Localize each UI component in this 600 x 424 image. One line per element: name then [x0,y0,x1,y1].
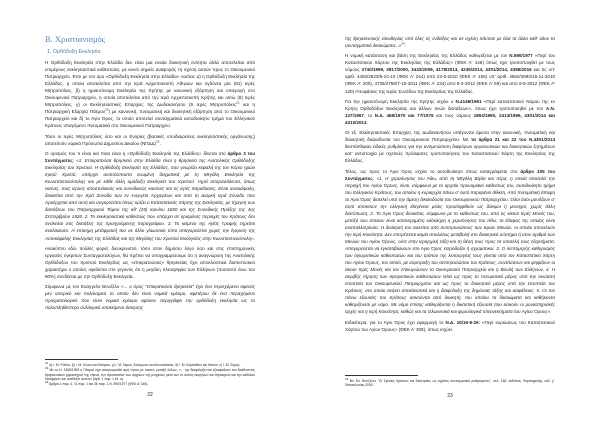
page-column [345,0,555,400]
text-run: Τέλος, ως προς το Άγιο Όρος ισχύει το αυτοδιοίκητο όπως καταγράφεται στο [345,168,521,174]
footnote-text: α) Ι. Μ. Ρόδου, β) Ι. Μ. Κώου και Νισύρου, γ) Ι. Μ. Λέρου, Καλύμνου και Αστυπαλαίας, δ) Ι. Μ. Καρπάθου και Κάσου, ε) Ι. Μ. Σύμης. [49,363,241,367]
text-run: Τόσο οι Ιερές Μητροπόλεις όσο και οι Ενορίες (βασικές υποδιαιρέσεις εκκλησιαστικής οργάνωσης) αποτελούν νομικά Πρόσωπα Δημοσίου Δικαίου (ΝΠΔΔ) [45,133,255,146]
text-run: Η Ορθόδοξη Εκκλησία στην Ελλάδα δεν είναι μια ενιαία διοικητική ενότητα αλλά αποτελείται από επιμέρους εκκλησιαστικά καθεστώτα, με κοινό σημείο αναφοράς τη σχέση αυτών προς το Οικουμενικό Πατριαρχείο. Έτσι με τον όρο «Ορθόδοξη Εκκλησία στην Ελλάδα» νοείται: α) η Ορθόδοξη Εκκλησία της Ελλάδος, η οποία αποτελείται από την Ιερά Αρχιεπισκοπή Αθηνών και ογδόντα μία (81) Ιερές Μητροπόλεις, β) η ημιαυτόνομη Εκκλησία της Κρήτης με κανονική εξάρτηση και υπαγωγή στο Οικουμενικό Πατριαρχείο, η οποία αποτελείται από την Ιερά Αρχιεπισκοπή Κρήτης και οκτώ (8) Ιερές Μητροπόλεις, γ) οι Εκκλησιαστικές Επαρχίες της Δωδεκανήσου (5 Ιερές Μητροπόλεις [45,60,255,108]
footnote-ref: 21 [236,100,240,105]
text-run: Η νομική κατάσταση και βάση της Εκκλησίας της Ελλάδος καθορίζεται με τον [345,53,510,59]
quote-text: «1. Η χερσόνησος του Άθω, από τη Μεγάλη Βίγλα και πέρα, η οποία αποτελεί την περιοχή του Αγίου Όρους, είναι, σύμφωνα με το αρχαίο προνομιακό καθεστώς του, αυτοδιοίκητο τμήμα του Ελληνικού Κράτους, του οποίου η κυριαρχία πάνω σ' αυτό παραμένει άθικτη. Από πνευματική άποψη το Άγιο Όρος διατελεί υπό την άμεση δικαιοδοσία του Οικουμενικού Πατριαρχείου. Όλοι όσοι μονάζουν σ' αυτό αποκτούν την ελληνική ιθαγένεια μόλις προσληφθούν ως δόκιμοι ή μοναχοί, χωρίς άλλη διατύπωση. 2. Το Άγιο Όρος διοικείται, σύμφωνα με το καθεστώς του, από τις είκοσι Ιερές Μονές του, μεταξύ των οποίων είναι κατανεμημένη ολόκληρη η χερσόνησος του Άθω, το έδαφος της οποίας είναι αναπαλλοτρίωτο. Η διοίκησή του ασκείται από αντιπροσώπους των Ιερών Μονών, οι οποίοι αποτελούν την Ιερή Κοινότητα. Δεν επιτρέπεται καμία απολύτως μεταβολή στο διοικητικό σύστημα ή στον αριθμό των Μονών του Αγίου Όρους, ούτε στην ιεραρχική τάξη και τη θέση τους προς τα υποτελή τους εξαρτήματα. Απαγορεύεται να εγκαταβιώνουν στο Άγιο Όρος ετερόδοξοι ή σχισματικοί. 3. Ο λεπτομερής καθορισμός των αγιορειτικών καθεστώτων και του τρόπου της λειτουργίας τους γίνεται από τον Καταστατικό Χάρτη του Αγίου Όρους, τον οποίο, με σύμπραξη του αντιπροσώπου του Κράτους, συντάσσουν και ψηφίζουν οι είκοσι Ιερές Μονές και τον επικυρώνουν το Οικουμενικό Πατριαρχείο και η Βουλή των Ελλήνων. 4. Η ακριβής τήρηση των αγιορειτικών καθεστώτων τελεί ως προς το πνευματικό μέρος υπό την ανώτατη εποπτεία του Οικουμενικού Πατριαρχείου και ως προς το διοικητικό μέρος υπό την εποπτεία του Κράτους, στο οποίο ανήκει αποκλειστικά και η διαφύλαξη της δημόσιας τάξης και ασφάλειας. 5. Οι πιο πάνω εξουσίες του Κράτους ασκούνται από διοικητή, του οποίου τα δικαιώματα και καθήκοντα καθορίζονται με νόμο. Με νόμο επίσης καθορίζονται η δικαστική εξουσία που ασκούν οι μοναστηριακές αρχές και η Ιερή Κοινότητα, καθώς και τα τελωνειακά και φορολογικά πλεονεκτήματα του Αγίου Όρους». [345,175,555,315]
footnotes [45,360,255,387]
footnote-text: Με το Ν. 3155/1953 η Πάτμος έχει αναγνωρισθεί ιερή νήσος με σκοπό, μεταξύ άλλων, «... την διαφύλαξιν και εξασφάλισιν του διαθέτοντος θρησκευτικού χαρακτήρος της νήσου, την προστασίαν των αρχαίων της μνημείων μετά των εν αυτοίς κειμηλίων και θησαυρών και την καθόλου διατήρησιν και ανάδειξιν αυτών» (άρθ. 1 παρ. 1 εδ. α). [45,368,255,381]
text-run: «Περί καταστατικού Νόμου της εν Κρήτη Ορθοδόξου Εκκλησίας και άλλων τινών διατάξεων», όπως έχει τροποποιηθεί με τον [345,98,555,111]
text-run: Οι εξ. Εκκλησιαστικές Επαρχίες της Δωδεκανήσου υπάγονται άμεσα στην κανονική, πνευματική και διοικητική δικαιοδοσία του Οικουμενικού Πατριαρχείου. Με [345,130,555,143]
bold-text: Α.Ν. 137/1967 [345,105,555,118]
quote-text: της θρησκευτικής ελευθερίας υπό όλες τις ενδείξεις και σε σχέση πάντοτε με όλα τα άλλα καθ' όλον τα συνταγματικά δικαιώματα...» [345,36,555,49]
footnote [45,368,255,381]
footnote-number: 23 [45,379,49,384]
text-run: Ειδικότερα, για το Άγιο Όρος έχει εφαρμογή το [345,319,446,325]
footnote-area [45,351,255,387]
footnote-text: Άρθρα 1 παρ. 4, 11 παρ. 1 και 36 παρ. 1 Ν. 590/1977 (ΦΕΚ Α' 146). [49,382,149,386]
subsection-heading: 1. Ορθόδοξη Εκκλησία [47,49,101,55]
footnote-number: 22 [45,366,49,370]
bold-text: Ν.Δ. 10/16-9-26 [445,319,479,325]
bold-text: Ν.Δ. 468/1970 και 77/1976 [374,112,434,118]
body-text [345,35,555,336]
footnotes [345,376,555,388]
paragraph [345,319,555,333]
text-run: : [72,157,77,163]
text-run: «Περί του Καταστατικού Χάρτου της Εκκλησίας της Ελλάδος» (ΦΕΚ Α' 146) όπως έχει τροποποιηθεί με τους νόμους [345,53,555,73]
paragraph [345,129,555,164]
page-23 [300,0,600,424]
page-number: 22 [147,392,153,398]
page-column [45,0,255,399]
footnote-text: Βλ. Ευ. Βενιζέλος "Οι Σχέσεις Κράτους και Εκκλησίας ως σχέσεις συνταγματικά ρυθμισμένες", σελ. 148, εκδόσεις Παρατηρητής, εκδ. γ', Θεσσαλονίκη 2000. [345,378,555,387]
paragraph [45,133,255,147]
footnote [45,379,255,387]
bold-text: 1894/1990, 2413/1996, 4301/2014 και 4310/2014 [345,112,555,125]
text-run: : [372,175,377,181]
footnote-number: 24 [345,376,349,381]
paragraph [345,98,555,126]
bold-text: 2740/1999, 2817/2000, 3432/2006, 4178/2013, 4235/2014, 4301/2014, 4386/2016 [361,67,532,73]
footnote [45,360,255,368]
bold-text: Ν.590/1977 [509,53,533,59]
paragraph [45,283,255,311]
footnote-separator [345,375,418,376]
footnote-separator [45,359,118,360]
footnote-area [345,367,555,389]
paragraph [45,150,255,242]
footnote-ref: 24 [401,41,405,46]
text-run: . [366,119,368,125]
section-heading: Β. Χριστιανισμός [45,34,106,44]
page-number: 23 [447,393,453,399]
paragraph [45,245,255,280]
paragraph [345,52,555,94]
bold-text: Ν.4149/1961 [455,98,482,104]
text-run: Ανακύπτει εδώ πολλές φορές διευκρινιστεί, τόσο στον δημόσιο λόγο όσο και στις επιστημονικές εργασίες έγκριτων Συνταγματολόγων, θα πρέπει να υπογραμμίσουμε ότι η αναγνώριση της Ανατολικής Ορθόδοξου του Χριστού Εκκλησίας ως «επικρατούσας» θρησκείας έχει αποκλειστικά διαπιστωτικό χαρακτήρα ο οποίος οφείλεται στο γεγονός ότι η μεγάλη πλειοψηφία των Ελλήνων (ποσοστό άνω του 90%) συνδέεται με την Ορθόδοξη Εκκλησία. [45,245,255,279]
text-run: και τους νόμους [433,112,474,118]
text-run: και τις υπ' αριθ. 4482/2823/8-10-10 (ΦΕΚ Α' 244) από 23-6-2010 (ΦΕΚ Α' 156) υπ' αριθ. 4562/2593/16-11-2010 (ΦΕΚ Α' 200), 4736/2758/7-10-2011 (ΦΕΚ Α' 234) από 8-3-2012 (ΦΕΚ Α' 69) και από 8-5-2012 (ΦΕΚ Α' 120) Αποφάσεις της Ιεράς Συνόδου της Εκκλησίας της Ελλάδος. [345,67,555,94]
bold-text: άρθρο 3 του Συντάγματος [45,150,255,163]
paragraph [345,35,555,49]
footnote-number: 21 [45,360,49,365]
text-run: : «Περί κυρώσεως του Καταστατικού Χάρτου του Αγίου Όρους» (ΦΕΚ Α' 309), όπως ισχύει. [345,319,555,332]
text-run: , το [363,112,375,118]
footnote-ref: 22 [105,107,109,112]
quote-text: «... ο όρος "επικρατούσα θρησκεία" έχει ένα περιεχόμενο αφενός μεν ιστορικό και πολιτισμικό το οποίο δεν είναι νομικά κρίσιμο, αφετέρου δε ένα περιεχόμενο πραγματολογικό που είναι νομικά κρίσιμο εφόσον περιγράφει την ορθόδοξη εκκλησία ως το πολυπληθέστερο συλλογικό υποκείμενο άσκησης [45,284,255,311]
text-run: θεσπίσθηκαν ειδικές ρυθμίσεις για την αντιμετώπιση διαφόρων οργανωτικών και διοικητικών ζητημάτων κατ' αντιστοιχία με σχετικές πρόσφατες τροποποιήσεις του Καταστατικού Χάρτη της Εκκλησίας της Ελλάδος. [345,144,555,164]
text-run: και η Πατριαρχική Εξαρχία Πάτμου [45,102,255,115]
bold-text: άρθρο 105 του Συντάγματος [345,168,555,181]
bold-text: τα άρθρα 21 και 22 του Ν.4301/2014 [471,137,555,143]
paragraph [345,168,555,316]
text-run: . [159,140,161,146]
body-text [45,59,255,315]
quote-text: «1. Επικρατούσα θρησκεία στην Ελλάδα είναι η θρησκεία της Ανατολικής Ορθόδοξης Εκκλησίας του Χριστού. Η Ορθόδοξη Εκκλησία της Ελλάδας, που γνωρίζει κεφαλή της τον Κύριο ημών Ιησού Χριστό, υπάρχει αναπόσπαστα ενωμένη δογματικά με τη Μεγάλη Εκκλησία της Κωνσταντινούπολης και με κάθε άλλη ομόδοξη Εκκλησία του Χριστού· τηρεί απαρασάλευτα, όπως εκείνες, τους ιερούς αποστολικούς και συνοδικούς κανόνες και τις ιερές παραδόσεις. Είναι αυτοκέφαλη, διοικείται από την Ιερά Σύνοδο των εν ενεργεία Αρχιερέων και από τη Διαρκή Ιερά Σύνοδο που προέρχεται από αυτή και συγκροτείται όπως ορίζει ο Καταστατικός Χάρτης της Εκκλησίας, με τήρηση των διατάξεων του Πατριαρχικού Τόμου της κθ' (29) Ιουνίου 1850 και της Συνοδικής Πράξης της 4ης Σεπτεμβρίου 1928. 2. Το εκκλησιαστικό καθεστώς που υπάρχει σε ορισμένες περιοχές του Κράτους δεν αντίκειται στις διατάξεις της προηγούμενης παραγράφου. 3. Το κείμενο της Αγίας Γραφής τηρείται αναλλοίωτο. Η επίσημη μετάφρασή του σε άλλο γλωσσικό τύπο απαγορεύεται χωρίς την έγκριση της Αυτοκέφαλης Εκκλησίας της Ελλάδας και της Μεγάλης του Χριστού Εκκλησίας στην Κωνσταντινούπολη». [45,157,255,241]
text-run: Ο ορισμός του τι είναι και ποια είναι η «Ορθόδοξη Εκκλησία της Ελλάδος» δίνεται στο [45,150,228,156]
paragraph [45,59,255,129]
text-run: Σύμφωνα με τον Ευάγγελο Βενιζέλο [45,284,122,290]
footnote-ref: 23 [156,139,160,144]
text-run: ) με κανονική, πνευματική και διοικητική εξάρτηση από το Οικουμενικό Πατριαρχείο και δ) το Άγιο Όρος, το οποίο αποτελεί συνταγματικά αυτοδιοίκητο τμήμα του Ελληνικού Κράτους υπαγόμενο πνευματικά στο Οικουμενικό Πατριαρχείο. [45,109,256,129]
text-run: . [404,43,407,49]
footnote [345,376,555,388]
text-run: Για την ημιαυτόνομη Εκκλησία της Κρήτης ισχύει ο [345,98,456,104]
